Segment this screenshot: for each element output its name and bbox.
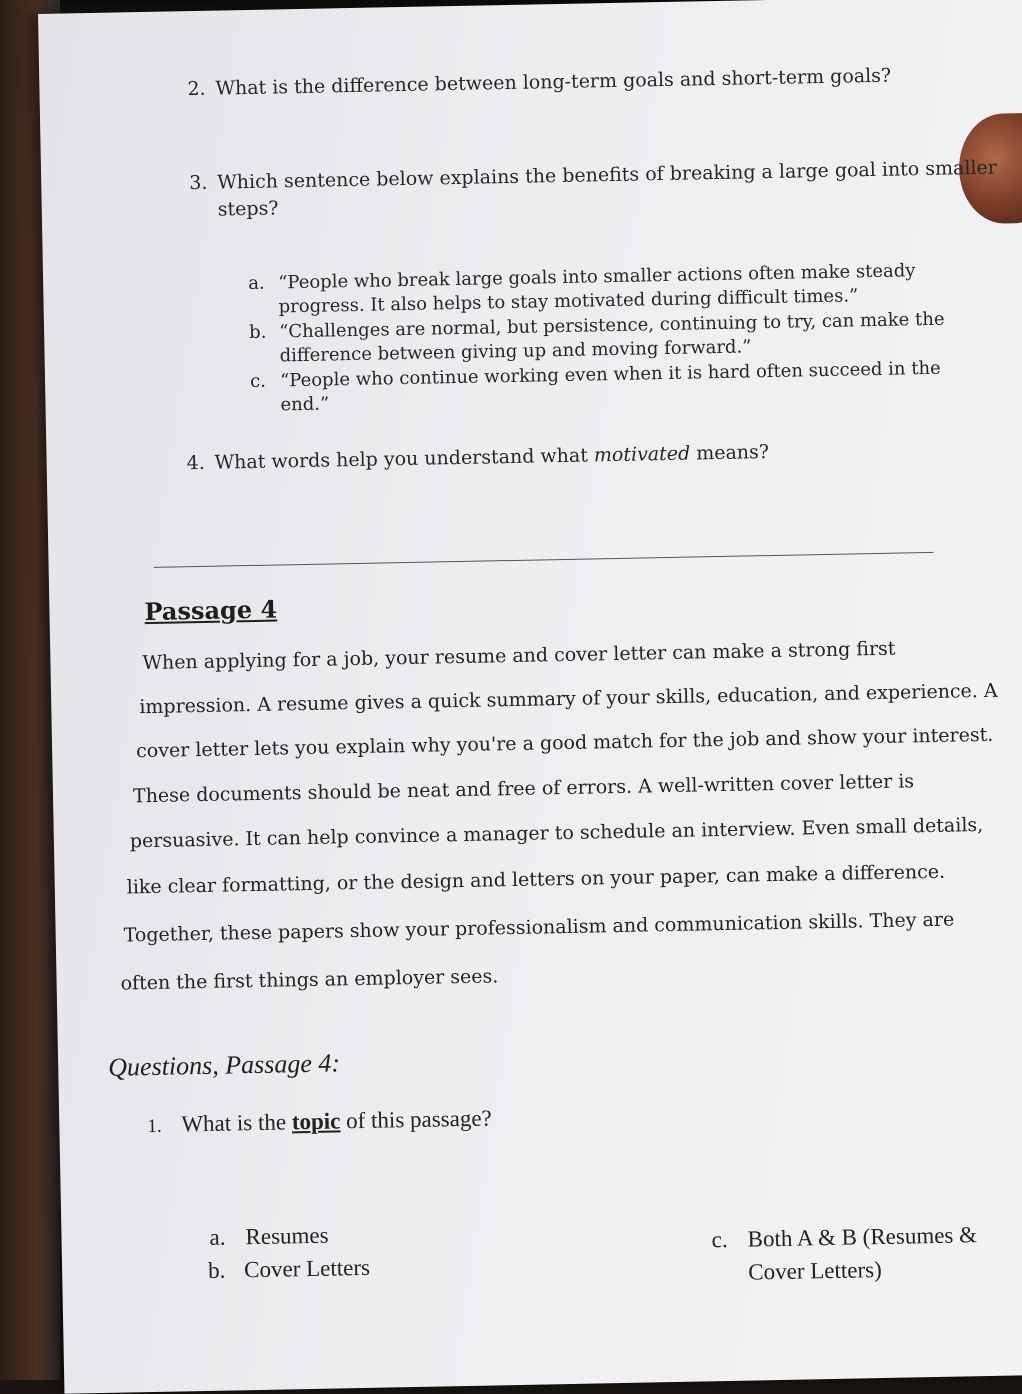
- question-text: means?: [689, 441, 770, 465]
- question-emphasis: topic: [291, 1108, 341, 1135]
- worksheet-page: [38, 0, 1022, 1394]
- mq1-option-b: [208, 1251, 370, 1287]
- option-text: Cover Letters: [243, 1254, 371, 1283]
- question-number: 4.: [186, 451, 205, 475]
- passage-line: When applying for a job, your resume and cover letter can make a strong first: [142, 637, 896, 675]
- passage-line: Together, these papers show your professionalism and communication skills. They are: [123, 908, 955, 947]
- option-text: Resumes: [245, 1222, 329, 1250]
- option-letter: c.: [249, 370, 267, 392]
- option-letter: a.: [248, 272, 265, 295]
- option-text: “Challenges are normal, but persistence, continuing to try, can make the: [278, 308, 945, 343]
- option-letter: b.: [207, 1257, 226, 1283]
- option-letter: c.: [711, 1226, 728, 1253]
- question-text: of this passage?: [340, 1105, 492, 1134]
- answer-line: [154, 552, 934, 568]
- option-text: Both A & B (Resumes &: [747, 1222, 978, 1252]
- option-text: “People who break large goals into smaller actions often make steady: [278, 260, 916, 294]
- question-text: What is the: [181, 1109, 293, 1137]
- question-3: [189, 156, 998, 222]
- passage-line: These documents should be neat and free of errors. A well-written cover letter is: [132, 770, 915, 808]
- question-number: 2.: [187, 77, 206, 101]
- question-text: What is the difference between long-term goals and short-term goals?: [215, 64, 892, 100]
- option-text: end.”: [280, 393, 330, 416]
- option-text: difference between giving up and moving forward.”: [279, 336, 752, 367]
- mq1-option-a: [209, 1219, 329, 1254]
- question-text: What words help you understand what: [214, 444, 595, 474]
- question-emphasis: motivated: [593, 442, 691, 467]
- question-4: [186, 440, 769, 475]
- passage-question-1: [147, 1105, 492, 1138]
- mq1-option-c: [711, 1218, 978, 1289]
- passage-line: persuasive. It can help convince a manager to schedule an interview. Even small details,: [129, 814, 984, 853]
- option-letter: b.: [248, 321, 267, 344]
- question-text-line: steps?: [217, 197, 279, 221]
- passage-line: impression. A resume gives a quick summary of your skills, education, and experience. A: [139, 679, 998, 719]
- question-number: 3.: [189, 171, 208, 195]
- passage-line: like clear formatting, or the design and letters on your paper, can make a difference.: [126, 860, 946, 899]
- option-letter: a.: [209, 1224, 226, 1250]
- questions-heading: Questions, Passage 4:: [107, 1048, 341, 1082]
- question-number: 1.: [147, 1115, 162, 1138]
- passage-line: cover letter lets you explain why you're a good match for the job and show your interest.: [135, 723, 994, 763]
- option-text: “People who continue working even when it is hard often succeed in the: [279, 357, 941, 392]
- question-2: [187, 64, 891, 102]
- passage-title: Passage 4: [144, 594, 278, 627]
- passage-line: often the first things an employer sees.: [120, 965, 499, 995]
- question-text-line: Which sentence below explains the benefits of breaking a large goal into smaller: [217, 156, 998, 194]
- option-text: Cover Letters): [748, 1257, 882, 1285]
- option-text: progress. It also helps to stay motivated during difficult times.”: [278, 285, 859, 318]
